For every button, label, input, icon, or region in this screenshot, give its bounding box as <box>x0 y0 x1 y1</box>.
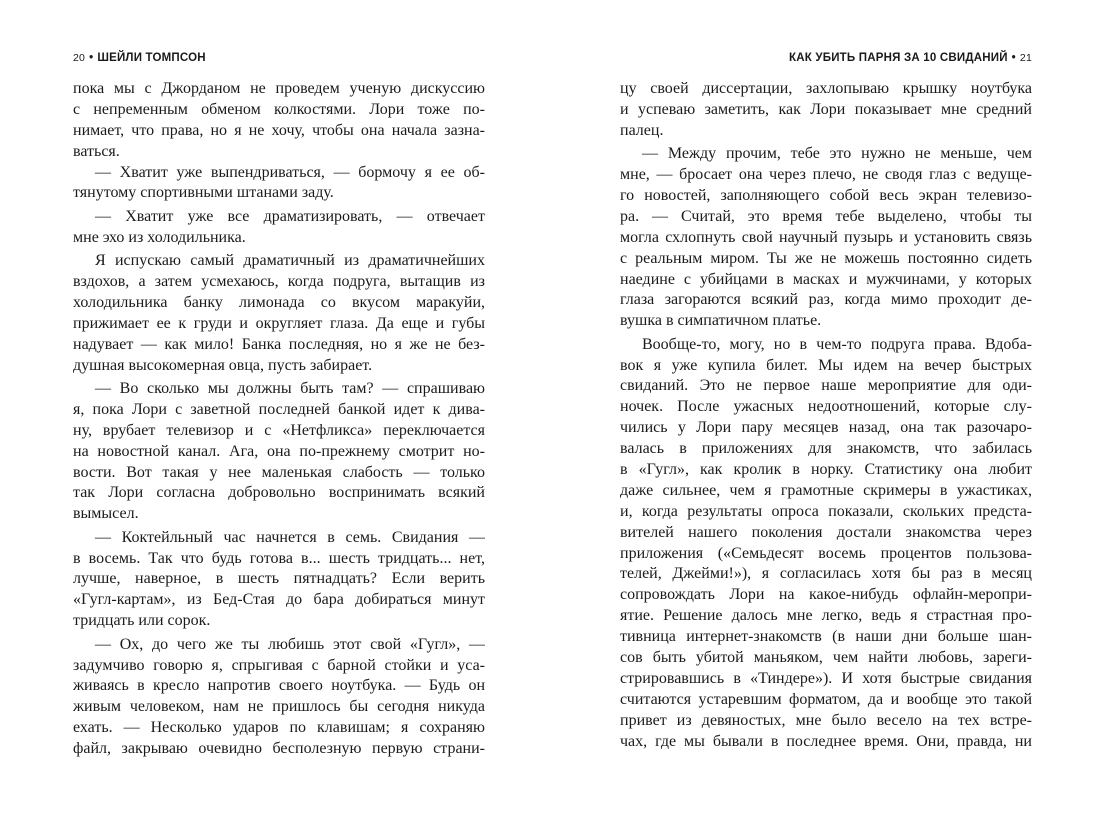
text-line: — Хватит уже все драматизировать, — отвечает <box>95 207 485 225</box>
text-line: и, когда результаты опроса показали, скольких предста- <box>620 502 1032 520</box>
text-line: сов быть убитой маньяком, чем найти любовь, зареги- <box>620 649 1032 667</box>
text-line: — Ох, до чего же ты любишь этот свой «Гугл», — <box>95 635 485 653</box>
text-line: чах, где мы бывали в последнее время. Они, правда, ни <box>620 732 1032 750</box>
text-line: лучше, наверное, в шесть пятнадцать? Если верить <box>73 570 485 588</box>
text-line: привет из девяностых, мне было весело на тех встре- <box>620 711 1032 729</box>
text-line: — Между прочим, тебе это нужно не меньше, чем <box>642 145 1032 163</box>
text-line: считаются устаревшим форматом, да и вообще это такой <box>620 690 1032 708</box>
text-line: файл, закрываю очевидно бесполезную первую страни- <box>73 740 485 758</box>
text-line: вителей нашего поколения достали знакомства через <box>620 523 1032 541</box>
text-line: вушка в симпатичном платье. <box>620 312 822 330</box>
text-line: задумчиво говорю я, спрыгивая с барной стойки и уса- <box>73 656 485 674</box>
text-line: мне, — бросает она через плечо, не сводя глаз с ведуще- <box>620 166 1032 184</box>
text-line: пока мы с Джорданом не проведем ученую дискуссию <box>73 80 485 97</box>
text-line: холодильника банку лимонада со вкусом маракуйи, <box>73 293 485 311</box>
text-line: Я испускаю самый драматичный из драматичнейших <box>95 252 485 270</box>
text-line: стрировавшись в «Тиндере»). И хотя быстрые свидания <box>620 669 1032 687</box>
right-running-head <box>620 52 1032 64</box>
text-line: — Коктейльный час начнется в семь. Свидания — <box>95 528 485 546</box>
text-line: в восемь. Так что будь готова в... шесть тридцать... нет, <box>73 549 485 567</box>
text-line: ночек. После ужасных недоотношений, которые слу- <box>620 398 1032 416</box>
text-line: душная высокомерная овца, пусть забирает. <box>73 356 373 374</box>
book-title: КАК УБИТЬ ПАРНЯ ЗА 10 СВИДАНИЙ <box>789 52 1008 64</box>
text-line: тивница интернет-знакомств (в наши дни больше шан- <box>620 628 1032 646</box>
text-line: вымысел. <box>73 505 139 523</box>
text-line: телей, Джейми!»), я согласилась хотя бы раз в месяц <box>620 565 1032 583</box>
text-line: свиданий. Это не первое наше мероприятие для оди- <box>620 377 1032 395</box>
text-line: ну, врубает телевизор и с «Нетфликса» переключается <box>73 421 485 439</box>
text-line: вздохов, а затем усмехаюсь, когда подруга, вытащив из <box>73 273 485 291</box>
left-running-head <box>73 52 485 64</box>
text-line: ра. — Считай, это время тебе выделено, чтобы ты <box>620 207 1032 225</box>
right-page <box>620 0 1032 825</box>
text-line: «Гугл-картам», из Бед-Стая до бара добираться минут <box>73 591 485 609</box>
text-line: так Лори согласна добровольно воспринимать всякий <box>73 484 485 502</box>
left-page <box>73 0 485 825</box>
right-page-number: 21 <box>1019 52 1032 64</box>
text-line: валась в приложениях для знакомств, что забилась <box>620 440 1032 458</box>
text-line: с непременным обменом колкостями. Лори тоже по- <box>73 100 485 118</box>
text-line: прижимает ее к груди и округляет глаза. Да еще и губы <box>73 314 485 332</box>
text-line: даже сильнее, чем я грамотные скримеры в ужастиках, <box>620 481 1032 499</box>
left-page-number: 20 <box>73 52 86 64</box>
text-line: и успеваю заметить, как Лори показывает мне средний <box>620 100 1032 118</box>
text-line: ехать. — Несколько ударов по клавишам; я сохраняю <box>73 719 485 737</box>
text-line: тридцать или сорок. <box>73 612 211 630</box>
author-name: ШЕЙЛИ ТОМПСОН <box>97 52 206 64</box>
text-line: наедине с убийцами в масках и мужчинами, у которых <box>620 270 1032 288</box>
text-line: го новостей, заполняющего собой весь экран телевизо- <box>620 186 1032 204</box>
left-header-separator: • <box>89 52 94 64</box>
text-line: вости. Вот такая у нее маленькая слабость — только <box>73 463 485 481</box>
text-line: с реальным миром. Ты же не можешь постоянно сидеть <box>620 249 1032 267</box>
text-line: на новостной канал. Ага, она по-прежнему смотрит но- <box>73 442 485 460</box>
text-line: Вообще-то, могу, но в чем-то подруга права. Вдоба- <box>642 335 1032 353</box>
text-line: — Во сколько мы должны быть там? — спрашиваю <box>95 379 485 397</box>
text-line: глаза загораются всякий раз, когда мимо проходит де- <box>620 291 1032 309</box>
text-line: живаясь в кресло напротив своего ноутбука. — Будь он <box>73 677 485 695</box>
left-body-text <box>73 79 485 760</box>
text-line: могла схлопнуть свой научный пузырь и установить связь <box>620 228 1032 246</box>
text-line: нимает, что права, но я не хочу, чтобы она начала зазна- <box>73 121 485 139</box>
text-line: цу своей диссертации, захлопываю крышку ноутбука <box>620 80 1032 97</box>
text-line: надувает — как мило! Банка последняя, но я же не без- <box>73 335 485 353</box>
text-line: живым человеком, нам не пришлось бы сегодня никуда <box>73 698 485 716</box>
text-line: я, пока Лори с заветной последней банкой идет к дива- <box>73 400 485 418</box>
text-line: ваться. <box>73 142 120 160</box>
right-header-separator: • <box>1011 52 1016 64</box>
text-line: сопровождать Лори на какое-нибудь офлайн-меропри- <box>620 586 1032 604</box>
text-line: вок я уже купила билет. Мы идем на вечер быстрых <box>620 356 1032 374</box>
right-body-text <box>620 79 1032 753</box>
text-line: чились у Лори пару месяцев назад, она так разочаро- <box>620 419 1032 437</box>
text-line: мне эхо из холодильника. <box>73 228 246 246</box>
text-line: приложения («Семьдесят восемь процентов пользова- <box>620 544 1032 562</box>
text-line: ятие. Решение далось мне легко, ведь я страстная про- <box>620 607 1032 625</box>
text-line: — Хватит уже выпендриваться, — бормочу я ее об- <box>95 163 485 181</box>
text-line: тянутому спортивными штанами заду. <box>73 184 334 202</box>
text-line: палец. <box>620 121 664 139</box>
text-line: в «Гугл», как кролик в норку. Статистику она любит <box>620 461 1032 479</box>
